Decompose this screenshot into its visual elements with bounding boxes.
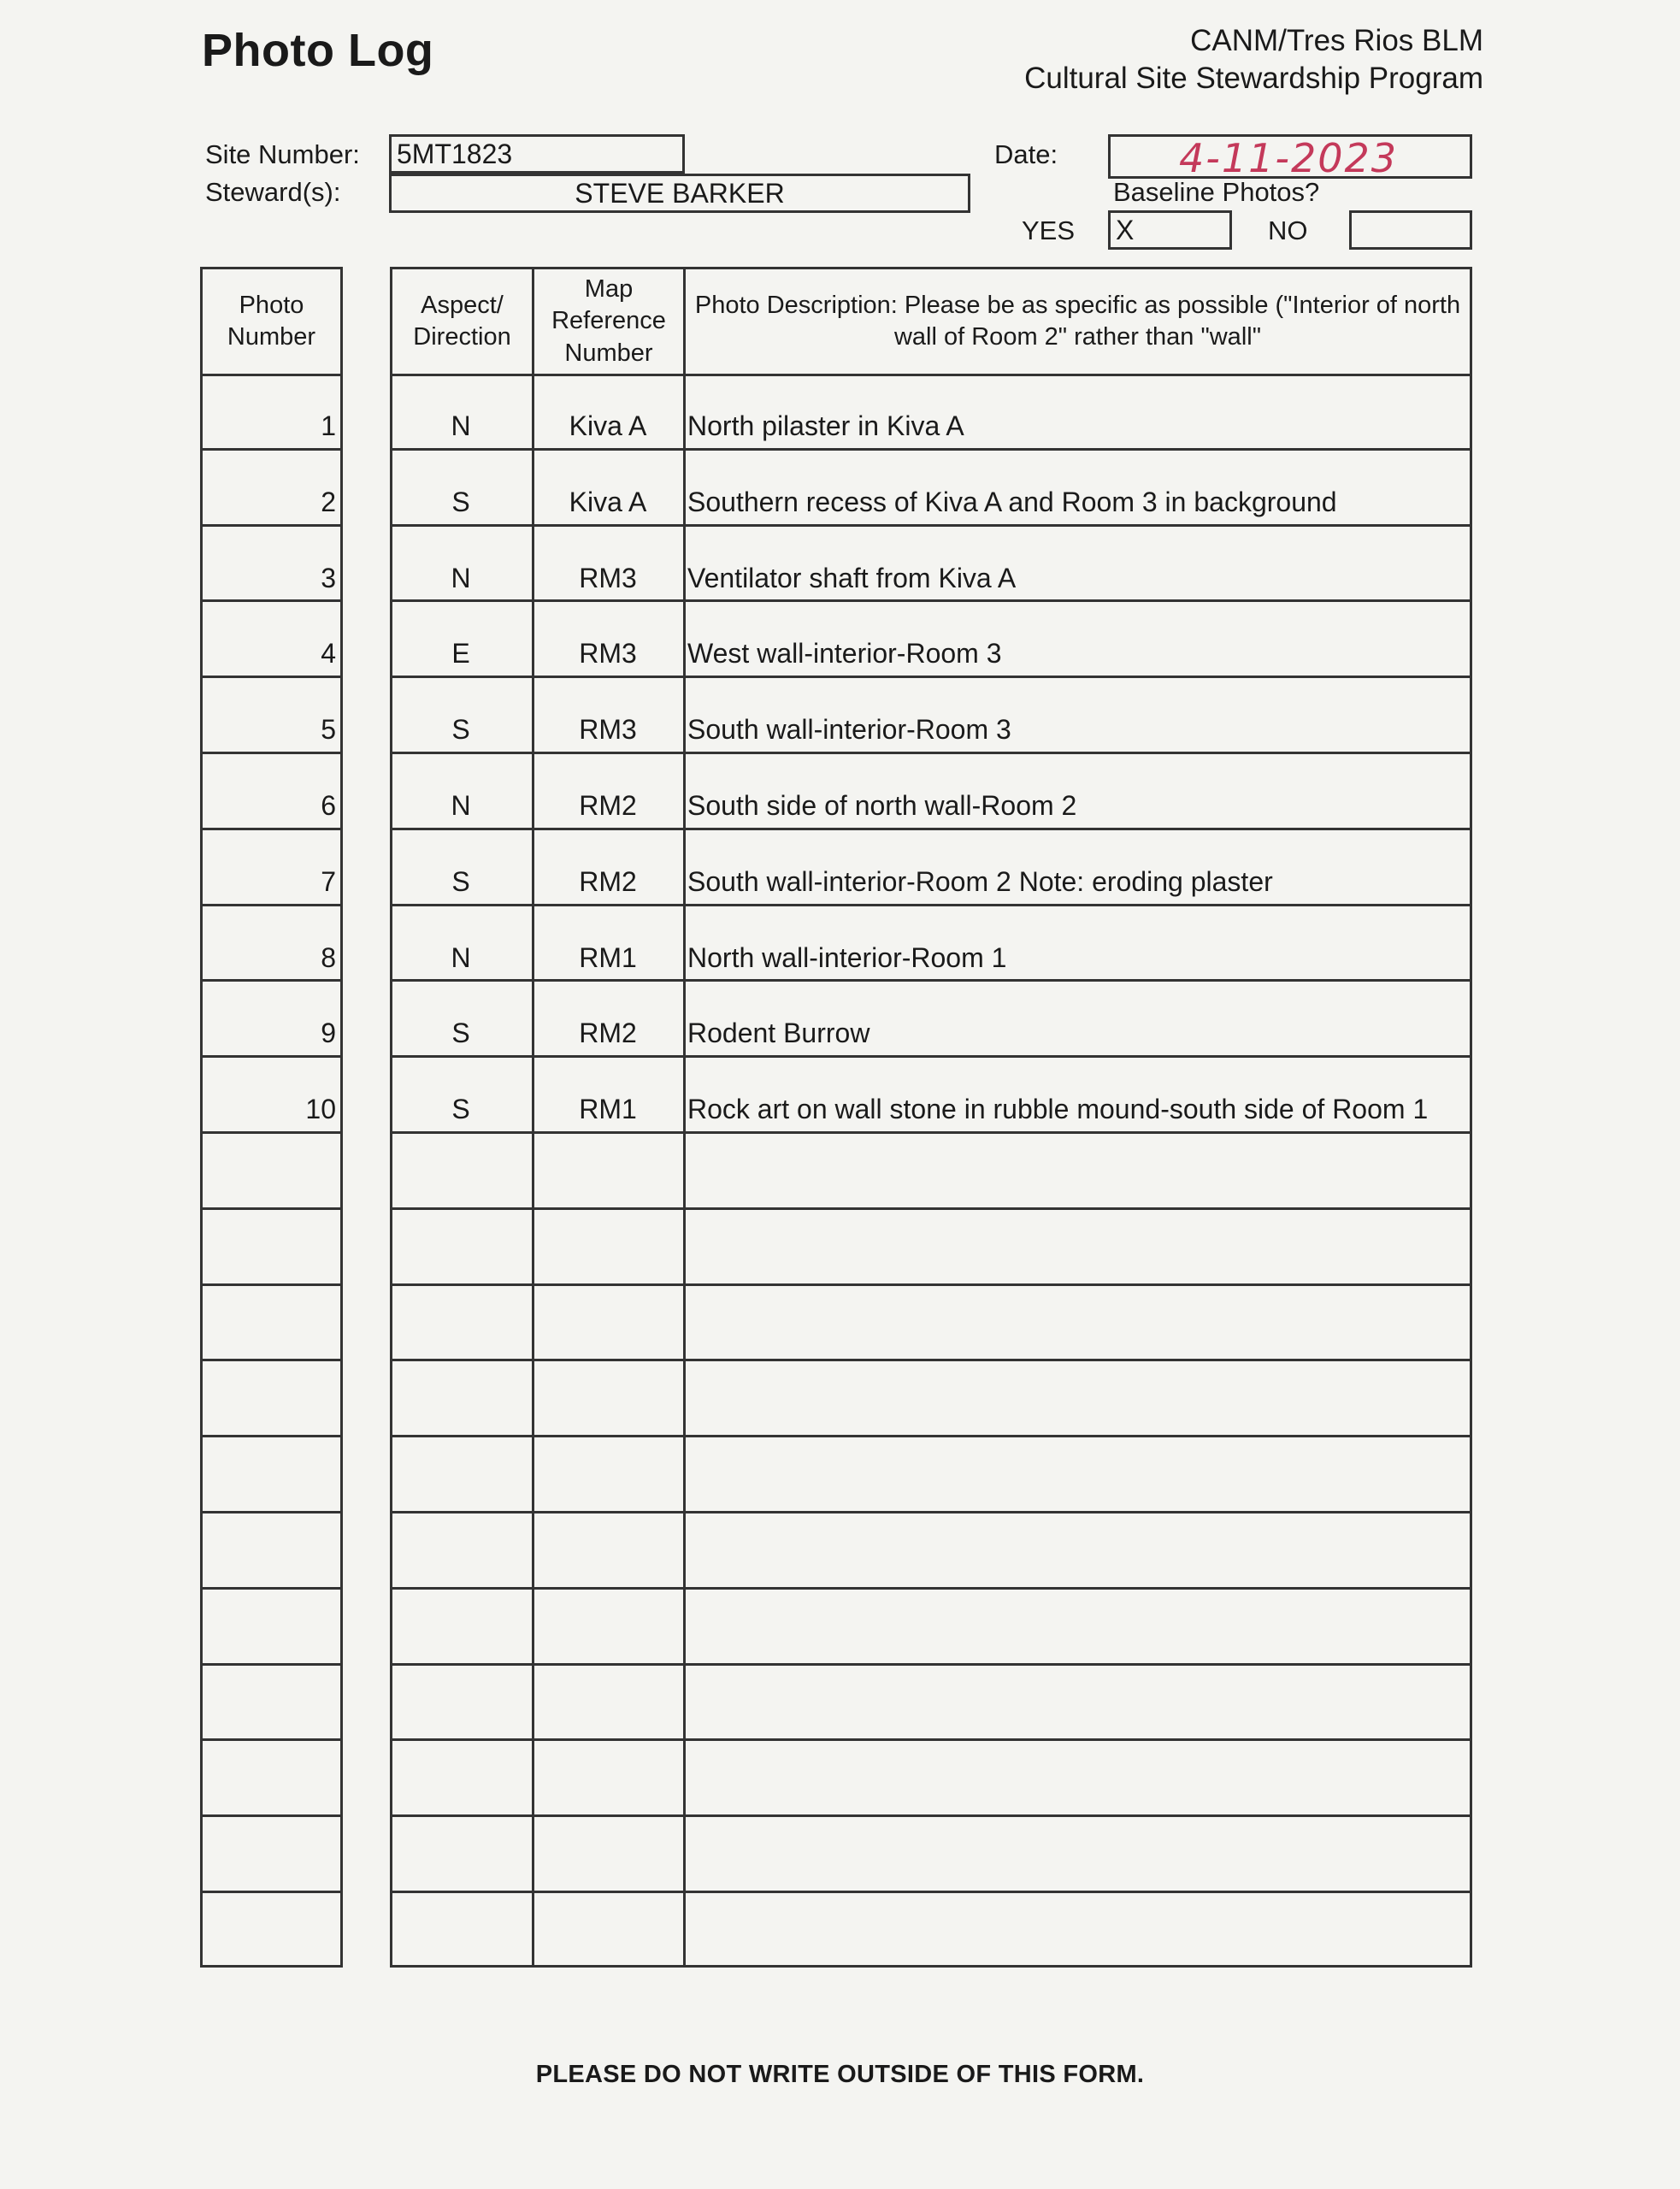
table-row[interactable] (390, 981, 1472, 1057)
aspect-value: S (451, 866, 470, 898)
row-divider (203, 1814, 340, 1817)
program-name: Cultural Site Stewardship Program (1024, 62, 1483, 95)
photo-number-cell[interactable] (200, 677, 343, 753)
row-divider (203, 1891, 340, 1893)
map-reference-value: RM3 (579, 563, 637, 594)
date-label: Date: (994, 139, 1058, 169)
map-reference-value: RM1 (579, 942, 637, 974)
row-divider (392, 1207, 1470, 1210)
yes-label: YES (1022, 215, 1076, 245)
row-divider (392, 1663, 1470, 1666)
form-title: Photo Log (202, 25, 434, 76)
row-divider (392, 1814, 1470, 1817)
row-divider (392, 1738, 1470, 1741)
description-value: North pilaster in Kiva A (687, 410, 964, 442)
photo-number-cell[interactable] (200, 981, 343, 1057)
description-value: Rock art on wall stone in rubble mound-south side of Room 1 (687, 1094, 1429, 1125)
photo-number-header: Photo Number (200, 267, 343, 376)
aspect-value: N (451, 790, 471, 822)
row-divider (392, 1891, 1470, 1893)
row-divider (203, 1283, 340, 1286)
no-checkbox[interactable] (1349, 210, 1472, 250)
row-divider (392, 1359, 1470, 1361)
map-reference-value: RM3 (579, 638, 637, 670)
steward-field[interactable]: STEVE BARKER (389, 174, 970, 213)
description-value: Rodent Burrow (687, 1018, 870, 1049)
photo-description-header: Photo Description: Please be as specific as possible ("Interior of north wall of Room 2" rather than "wall" (683, 267, 1472, 376)
photo-number-cell[interactable] (200, 526, 343, 602)
table-row[interactable] (390, 601, 1472, 677)
description-value: West wall-interior-Room 3 (687, 638, 1002, 670)
aspect-value: S (451, 1018, 470, 1049)
row-divider (203, 1738, 340, 1741)
photo-number-cell[interactable] (200, 374, 343, 450)
table-row[interactable] (390, 374, 1472, 450)
table-row[interactable] (390, 829, 1472, 906)
row-divider (203, 1663, 340, 1666)
photo-number-cell[interactable] (200, 906, 343, 982)
description-value: South side of north wall-Room 2 (687, 790, 1077, 822)
aspect-value: E (451, 638, 470, 670)
table-row[interactable] (390, 677, 1472, 753)
aspect-value: S (451, 714, 470, 746)
aspect-value: S (451, 487, 470, 518)
row-divider (203, 1587, 340, 1590)
photo-number-cell[interactable] (200, 1057, 343, 1133)
map-reference-value: RM3 (579, 714, 637, 746)
footer-notice: PLEASE DO NOT WRITE OUTSIDE OF THIS FORM. (535, 2061, 1145, 2088)
photo-number-value: 5 (321, 714, 336, 746)
photo-number-value: 10 (305, 1094, 336, 1125)
photo-number-value: 6 (321, 790, 336, 822)
row-divider (203, 1435, 340, 1437)
map-reference-value: RM1 (579, 1094, 637, 1125)
photo-number-value: 8 (321, 942, 336, 974)
aspect-value: N (451, 942, 471, 974)
table-row[interactable] (390, 1057, 1472, 1133)
description-value: Ventilator shaft from Kiva A (687, 563, 1017, 594)
map-reference-value: Kiva A (569, 487, 647, 518)
photo-number-cell[interactable] (200, 450, 343, 526)
site-number-label: Site Number: (205, 139, 360, 169)
photo-number-value: 7 (321, 866, 336, 898)
description-value: South wall-interior-Room 2 Note: eroding plaster (687, 866, 1273, 898)
photo-number-value: 3 (321, 563, 336, 594)
table-row[interactable] (390, 753, 1472, 829)
row-divider (203, 1207, 340, 1210)
row-divider (392, 1283, 1470, 1286)
row-divider (203, 1511, 340, 1513)
table-row[interactable] (390, 906, 1472, 982)
photo-number-value: 9 (321, 1018, 336, 1049)
photo-number-value: 4 (321, 638, 336, 670)
description-value: North wall-interior-Room 1 (687, 942, 1007, 974)
table-row[interactable] (390, 526, 1472, 602)
aspect-direction-header: Aspect/ Direction (390, 267, 534, 376)
aspect-value: N (451, 563, 471, 594)
photo-number-value: 1 (321, 410, 336, 442)
map-reference-value: Kiva A (569, 410, 647, 442)
map-reference-value: RM2 (579, 1018, 637, 1049)
map-reference-value: RM2 (579, 790, 637, 822)
row-divider (203, 1359, 340, 1361)
row-divider (392, 1435, 1470, 1437)
photo-number-cell[interactable] (200, 601, 343, 677)
photo-number-cell[interactable] (200, 829, 343, 906)
description-value: South wall-interior-Room 3 (687, 714, 1011, 746)
date-handwritten-value: 4-11-2023 (1179, 135, 1399, 181)
row-divider (392, 1587, 1470, 1590)
organization-name: CANM/Tres Rios BLM (1190, 24, 1483, 57)
yes-checkbox[interactable]: X (1108, 210, 1232, 250)
description-value: Southern recess of Kiva A and Room 3 in background (687, 487, 1337, 518)
photo-number-value: 2 (321, 487, 336, 518)
map-reference-header: Map Reference Number (532, 267, 686, 376)
steward-label: Steward(s): (205, 177, 341, 207)
map-reference-value: RM2 (579, 866, 637, 898)
site-number-field[interactable]: 5MT1823 (389, 134, 685, 174)
date-field[interactable] (1108, 134, 1472, 179)
aspect-value: S (451, 1094, 470, 1125)
aspect-value: N (451, 410, 471, 442)
row-divider (392, 1511, 1470, 1513)
baseline-photos-label: Baseline Photos? (1113, 177, 1320, 207)
photo-number-cell[interactable] (200, 753, 343, 829)
table-row[interactable] (390, 450, 1472, 526)
no-label: NO (1268, 215, 1308, 245)
